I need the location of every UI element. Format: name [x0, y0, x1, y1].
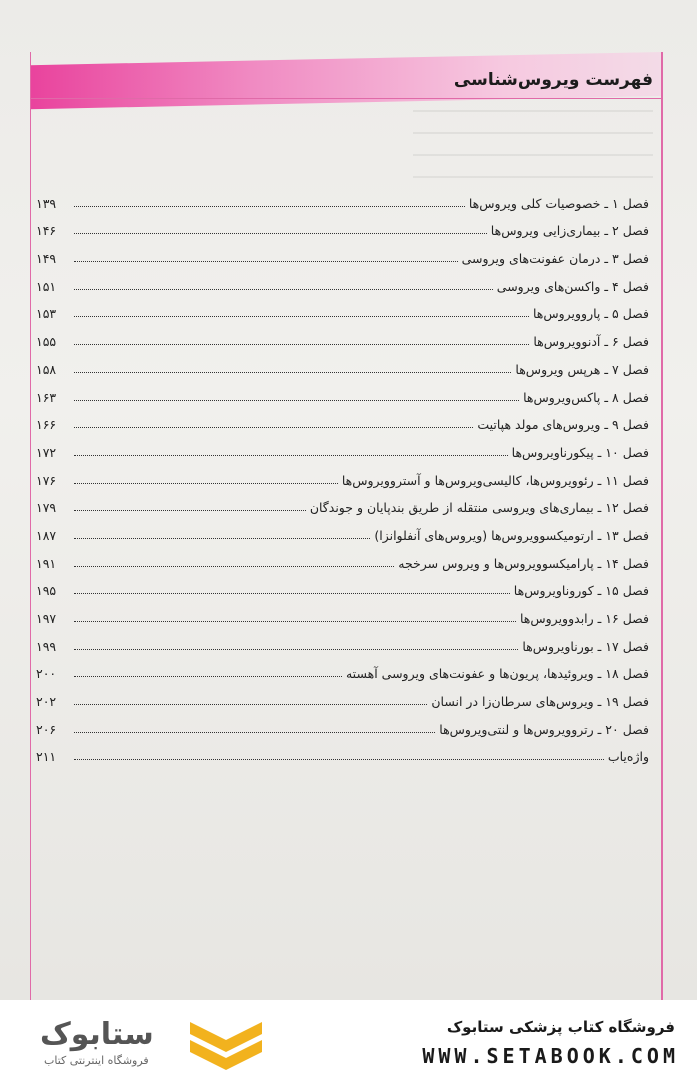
toc-chapter-title: فصل ۹ ـ ویروس‌های مولد هپاتیت [477, 417, 649, 433]
dot-leader [74, 648, 518, 650]
page-title: فهرست ویروس‌شناسی [453, 70, 653, 90]
dot-leader [74, 260, 458, 262]
toc-page-number: ۱۶۶ [36, 417, 57, 433]
toc-page-number: ۲۰۲ [36, 694, 57, 710]
toc-page-number: ۱۵۱ [36, 278, 57, 294]
toc-row [36, 656, 649, 684]
toc-row [36, 296, 649, 324]
dot-leader [74, 426, 473, 428]
toc-chapter-title: فصل ۴ ـ واکسن‌های ویروسی [496, 278, 649, 294]
toc-chapter-title: فصل ۱۸ ـ ویروئیدها، پریون‌ها و عفونت‌های ویروسی آهسته [345, 666, 649, 682]
toc-chapter-title: فصل ۲۰ ـ رتروویروس‌ها و لنتی‌ویروس‌ها [439, 721, 649, 737]
dot-leader [74, 205, 465, 207]
toc-row [36, 517, 649, 545]
toc-row [36, 545, 649, 573]
logo-subtitle: فروشگاه اینترنتی کتاب [44, 1054, 149, 1067]
dot-leader [74, 592, 510, 594]
toc-row [36, 351, 649, 379]
toc-chapter-title: فصل ۱۶ ـ رابدوویروس‌ها [519, 611, 649, 626]
toc-row [36, 185, 649, 213]
toc-row [36, 739, 649, 767]
toc-chapter-title: فصل ۲ ـ بیماری‌زایی ویروس‌ها [490, 223, 649, 239]
shop-name: فروشگاه کتاب پزشکی ستابوک [446, 1018, 675, 1036]
dot-leader [74, 703, 427, 705]
toc-chapter-title: فصل ۱۲ ـ بیماری‌های ویروسی منتقله از طریق بندپایان و جوندگان [309, 500, 649, 516]
toc-chapter-title: فصل ۱۷ ـ بورناویروس‌ها [522, 638, 649, 654]
toc-chapter-title: فصل ۱۱ ـ رئوویروس‌ها، کالیسی‌ویروس‌ها و آستروویروس‌ها [341, 472, 649, 488]
toc-page-number: ۱۵۳ [36, 306, 57, 322]
toc-chapter-title: فصل ۱۴ ـ پارامیکسوویروس‌ها و ویروس سرخجه [398, 555, 649, 571]
dot-leader [74, 758, 604, 760]
toc-page-number: ۲۱۱ [36, 749, 57, 765]
logo-chevron-icon [186, 1016, 266, 1072]
toc-row [36, 213, 649, 241]
toc-chapter-title: فصل ۶ ـ آدنوویروس‌ها [533, 334, 649, 350]
toc-page-number: ۱۴۹ [36, 251, 57, 267]
toc-page-number: ۱۷۲ [36, 444, 57, 460]
toc-page-number: ۲۰۰ [36, 666, 57, 682]
dot-leader [74, 454, 508, 456]
dot-leader [74, 537, 370, 539]
toc-row [36, 268, 649, 296]
toc-page-number: ۱۷۶ [36, 472, 57, 488]
toc-page-number: ۱۳۹ [36, 195, 57, 211]
dot-leader [74, 482, 338, 484]
toc-chapter-title: فصل ۱ ـ خصوصیات کلی ویروس‌ها [468, 195, 649, 211]
toc-page-number: ۱۸۷ [36, 527, 57, 543]
toc-row [36, 434, 649, 462]
toc-row [36, 683, 649, 711]
toc-chapter-title: فصل ۵ ـ پاروویروس‌ها [532, 306, 649, 322]
toc-page-number: ۱۹۹ [36, 638, 57, 654]
toc-page-number: ۱۵۵ [36, 334, 57, 350]
toc-row [36, 240, 649, 268]
toc-chapter-title: فصل ۸ ـ پاکس‌ویروس‌ها [523, 389, 649, 405]
dot-leader [74, 620, 516, 622]
toc-page-number: ۱۷۹ [36, 500, 57, 516]
dot-leader [74, 288, 493, 290]
toc-row [36, 407, 649, 435]
dot-leader [74, 675, 342, 677]
dot-leader [74, 232, 487, 234]
toc-chapter-title: واژه‌یاب [607, 749, 649, 765]
dot-leader [74, 731, 435, 733]
dot-leader [74, 315, 529, 317]
toc-chapter-title: فصل ۳ ـ درمان عفونت‌های ویروسی [461, 251, 649, 267]
toc-chapter-title: فصل ۷ ـ هرپس ویروس‌ها [515, 361, 649, 377]
toc-page-number: ۲۰۶ [36, 721, 57, 737]
toc-row [36, 628, 649, 656]
toc-row [36, 379, 649, 407]
toc-page-number: ۱۵۸ [36, 361, 57, 377]
toc-page-number: ۱۴۶ [36, 223, 57, 239]
toc-chapter-title: فصل ۱۵ ـ کوروناویروس‌ها [513, 583, 649, 599]
toc-page-number: ۱۹۱ [36, 555, 57, 571]
toc-row [36, 323, 649, 351]
table-of-contents [36, 185, 649, 766]
toc-chapter-title: فصل ۱۹ ـ ویروس‌های سرطان‌زا در انسان [431, 694, 649, 710]
shop-url[interactable]: WWW.SETABOOK.COM [422, 1044, 679, 1068]
dot-leader [74, 399, 519, 401]
toc-chapter-title: فصل ۱۰ ـ پیکورناویروس‌ها [511, 444, 649, 460]
bleed-through-text [413, 110, 653, 180]
toc-row [36, 490, 649, 518]
dot-leader [74, 509, 306, 511]
logo-text: ستابوک [40, 1017, 154, 1052]
toc-page-number: ۱۶۳ [36, 389, 57, 405]
dot-leader [74, 371, 511, 373]
toc-row [36, 600, 649, 628]
toc-row [36, 462, 649, 490]
dot-leader [74, 565, 394, 567]
toc-row [36, 573, 649, 601]
dot-leader [74, 343, 529, 345]
toc-chapter-title: فصل ۱۳ ـ ارتومیکسوویروس‌ها (ویروس‌های آنفلوانزا) [374, 527, 649, 543]
toc-row [36, 711, 649, 739]
toc-page-number: ۱۹۷ [36, 611, 57, 626]
toc-page-number: ۱۹۵ [36, 583, 57, 599]
